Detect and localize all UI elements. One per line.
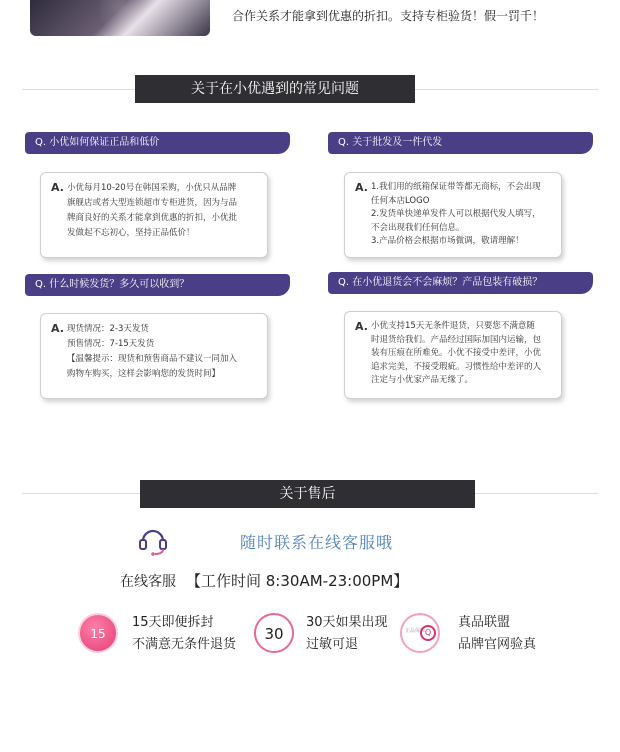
faq-question-4: Q. 在小优退货会不会麻烦？产品包装有破损？ [328,272,593,294]
faq-answer-1: 小优每月10-20号在韩国采购，小优只从品牌 旗舰店或者大型连锁超市专柜进货，因为与品 牌商良好的关系才能拿到优惠的折扣，小优批 发做起不忘初心，坚持正品低价！ [67,183,238,238]
guarantee-3-line2: 品牌官网验真 [458,637,537,652]
authentic-check-badge-icon: 正品保障 Q [400,613,440,653]
30-day-allergy-badge-icon: 30 [254,613,294,653]
faq-section-title: 关于在小优遇到的常见问题 [135,75,415,103]
guarantee-2 [306,612,388,656]
service-hours [120,570,408,591]
faq-question-1: Q. 小优如何保证正品和低价 [25,132,290,154]
faq-answer-box-3 [40,313,268,399]
15-day-return-badge-icon: 15 [78,613,118,653]
faq-answer-2: 1.我们用的纸箱保证带等都无商标，不会出现 任何本店LOGO 2.发货单快递单发件人可以根据代发人填写， 不会出现我们任何信息。 3.产品价格会根据市场微调，敬请理解！ [371,182,541,246]
banner-photo [30,0,210,36]
faq-answer-box-2 [344,172,562,258]
guarantee-1-line1: 15天即便拆封 [132,615,214,630]
faq-question-3: Q. 什么时候发货？多久可以收到？ [25,274,290,296]
answer-label: A. [51,322,64,335]
service-hours-time: 【工作时间 8:30AM-23:00PM】 [186,572,409,590]
guarantee-3 [458,612,536,656]
guarantee-3-line1: 真品联盟 [458,615,511,630]
answer-label: A. [51,181,64,194]
faq-answer-3: 现货情况：2-3天发货 预售情况：7-15天发货 【温馨提示：现货和预售商品不建议一同加入 购物车购买，这样会影响您的发货时间】 [67,324,238,379]
guarantee-1-line2: 不满意无条件退货 [132,637,237,652]
service-hours-lead: 在线客服 [120,574,176,590]
guarantee-2-line2: 过敏可退 [306,637,359,652]
guarantee-1 [132,612,236,656]
guarantee-2-line1: 30天如果出现 [306,615,388,630]
banner-tagline: 合作关系才能拿到优惠的折扣。支持专柜验货！假一罚千！ [232,9,545,23]
contact-customer-service-link[interactable]: 随时联系在线客服哦 [240,533,394,552]
faq-answer-4: 小优支持15天无条件退货，只要您不满意随 时退货给我们。产品经过国际加国内运输，包 装有压痕在所难免。小优不接受中差评，小优 追求完美，不接受瑕疵。习惯性给中差评的人 注定与小优家产品无缘了。 [371,321,542,385]
answer-label: A. [355,320,368,333]
faq-answer-box-1 [40,172,268,258]
answer-label: A. [355,181,368,194]
after-sales-section-title: 关于售后 [140,480,475,508]
faq-answer-box-4 [344,311,562,399]
headset-icon [137,524,169,556]
faq-question-2: Q. 关于批发及一件代发 [328,132,593,154]
